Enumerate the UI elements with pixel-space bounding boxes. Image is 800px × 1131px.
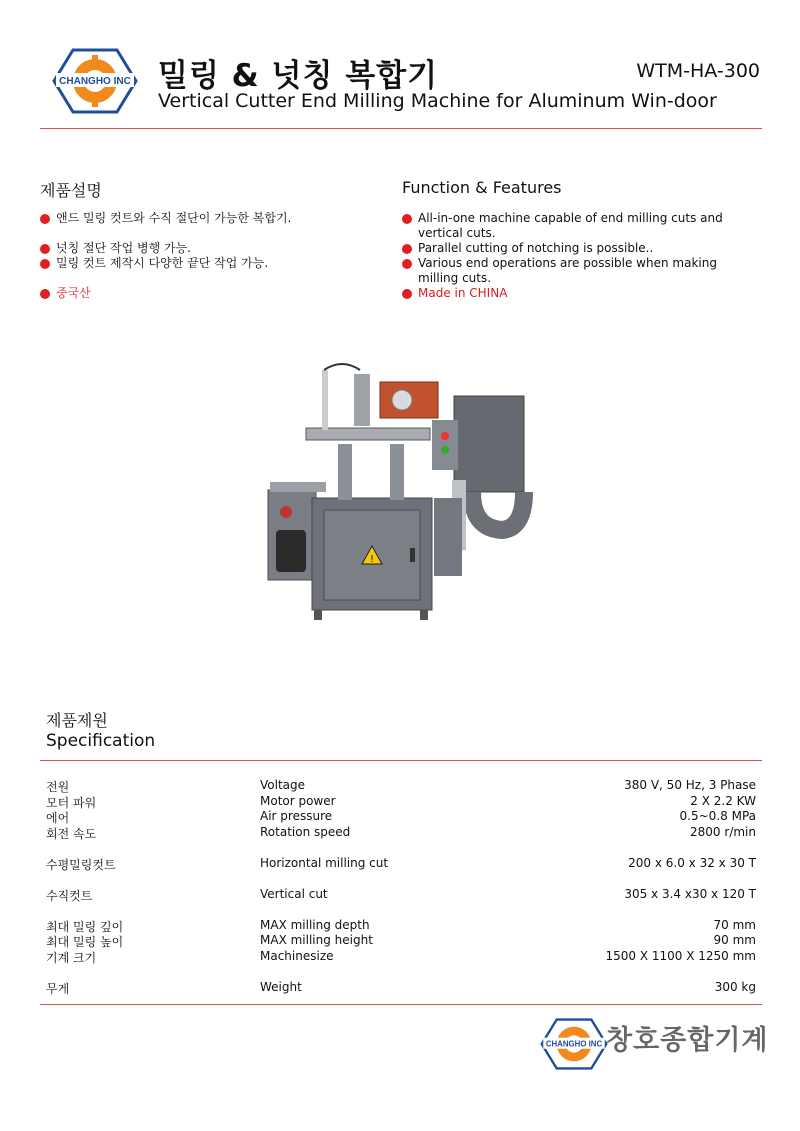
- description-list-ko: [40, 211, 380, 301]
- table-row: [46, 778, 756, 794]
- list-item: Made in CHINA: [402, 286, 732, 301]
- model-number: WTM-HA-300: [636, 60, 760, 82]
- company-name: 창호종합기계: [606, 1025, 769, 1056]
- spec-label-en: Vertical cut: [260, 886, 328, 901]
- list-item: 밀링 컷트 제작시 다양한 끝단 작업 가능.: [40, 256, 380, 271]
- spec-value: 90 mm: [713, 933, 756, 947]
- spec-label-en: Air pressure: [260, 809, 333, 823]
- table-row: [46, 809, 756, 825]
- table-row: [46, 794, 756, 810]
- spec-heading-ko: 제품제원: [46, 711, 108, 730]
- list-item: 중국산: [40, 286, 380, 301]
- spec-label-en: Motor power: [260, 793, 336, 808]
- changho-footer-logo: [540, 1018, 608, 1070]
- list-item: 넛칭 절단 작업 병행 가능.: [40, 241, 380, 256]
- spec-table: [46, 778, 756, 995]
- spec-label-ko: 최대 밀링 깊이: [46, 919, 124, 934]
- svg-text:CHANGHO INC: CHANGHO INC: [59, 76, 131, 87]
- spec-label-ko: 수평밀링컷트: [46, 857, 116, 872]
- spec-label-ko: 에어: [46, 811, 70, 825]
- spec-value: 2 X 2.2 KW: [690, 793, 756, 808]
- spec-label-ko: 회전 속도: [46, 826, 97, 841]
- table-row: [46, 856, 756, 872]
- spec-heading-en: Specification: [46, 731, 156, 751]
- table-row: [46, 825, 756, 841]
- spec-label-en: MAX milling height: [260, 933, 373, 947]
- spec-label-ko: 모터 파워: [46, 795, 97, 810]
- description-list-en: [402, 211, 732, 301]
- header-divider: [40, 128, 762, 129]
- list-item: 앤드 밀링 컷트와 수직 절단이 가능한 복합기.: [40, 211, 380, 226]
- spec-value: 300 kg: [714, 979, 756, 994]
- title-english: Vertical Cutter End Milling Machine for Aluminum Win-door: [158, 90, 717, 112]
- machine-photo: [262, 360, 542, 630]
- spec-label-ko: 기계 크기: [46, 950, 97, 965]
- table-row: [46, 918, 756, 934]
- table-row: [46, 949, 756, 965]
- spec-value: 380 V, 50 Hz, 3 Phase: [624, 778, 756, 792]
- spec-label-ko: 수직컷트: [46, 888, 93, 903]
- svg-text:CHANGHO INC: CHANGHO INC: [545, 1039, 603, 1049]
- spec-label-en: Weight: [260, 979, 302, 994]
- list-item: Various end operations are possible when making milling cuts.: [402, 256, 732, 286]
- spec-label-en: Machinesize: [260, 948, 334, 963]
- svg-text:!: !: [369, 554, 375, 565]
- spec-value: 305 x 3.4 x30 x 120 T: [624, 886, 756, 901]
- table-row: [46, 933, 756, 949]
- spec-value: 200 x 6.0 x 32 x 30 T: [628, 855, 756, 870]
- spec-label-en: Rotation speed: [260, 824, 351, 839]
- spec-value: 1500 X 1100 X 1250 mm: [605, 948, 756, 963]
- list-item: All-in-one machine capable of end milling cuts and vertical cuts.: [402, 211, 732, 241]
- spec-label-en: Horizontal milling cut: [260, 855, 389, 870]
- table-row: [46, 980, 756, 996]
- spec-label-en: Voltage: [260, 778, 306, 792]
- list-item: Parallel cutting of notching is possible..: [402, 241, 732, 256]
- spec-value: 2800 r/min: [690, 824, 756, 839]
- spec-bottom-divider: [40, 1004, 762, 1005]
- changho-logo: [52, 48, 138, 114]
- description-heading-ko: 제품설명: [40, 181, 102, 200]
- description-heading-en: Function & Features: [402, 178, 562, 197]
- title-korean: 밀링 & 넛칭 복합기: [158, 58, 439, 94]
- spec-label-ko: 무게: [46, 981, 70, 996]
- spec-label-en: MAX milling depth: [260, 917, 370, 932]
- spec-value: 0.5~0.8 MPa: [679, 809, 756, 823]
- spec-label-ko: 최대 밀링 높이: [46, 935, 124, 949]
- spec-top-divider: [40, 760, 762, 761]
- spec-value: 70 mm: [713, 917, 756, 932]
- spec-label-ko: 전원: [46, 780, 70, 794]
- table-row: [46, 887, 756, 903]
